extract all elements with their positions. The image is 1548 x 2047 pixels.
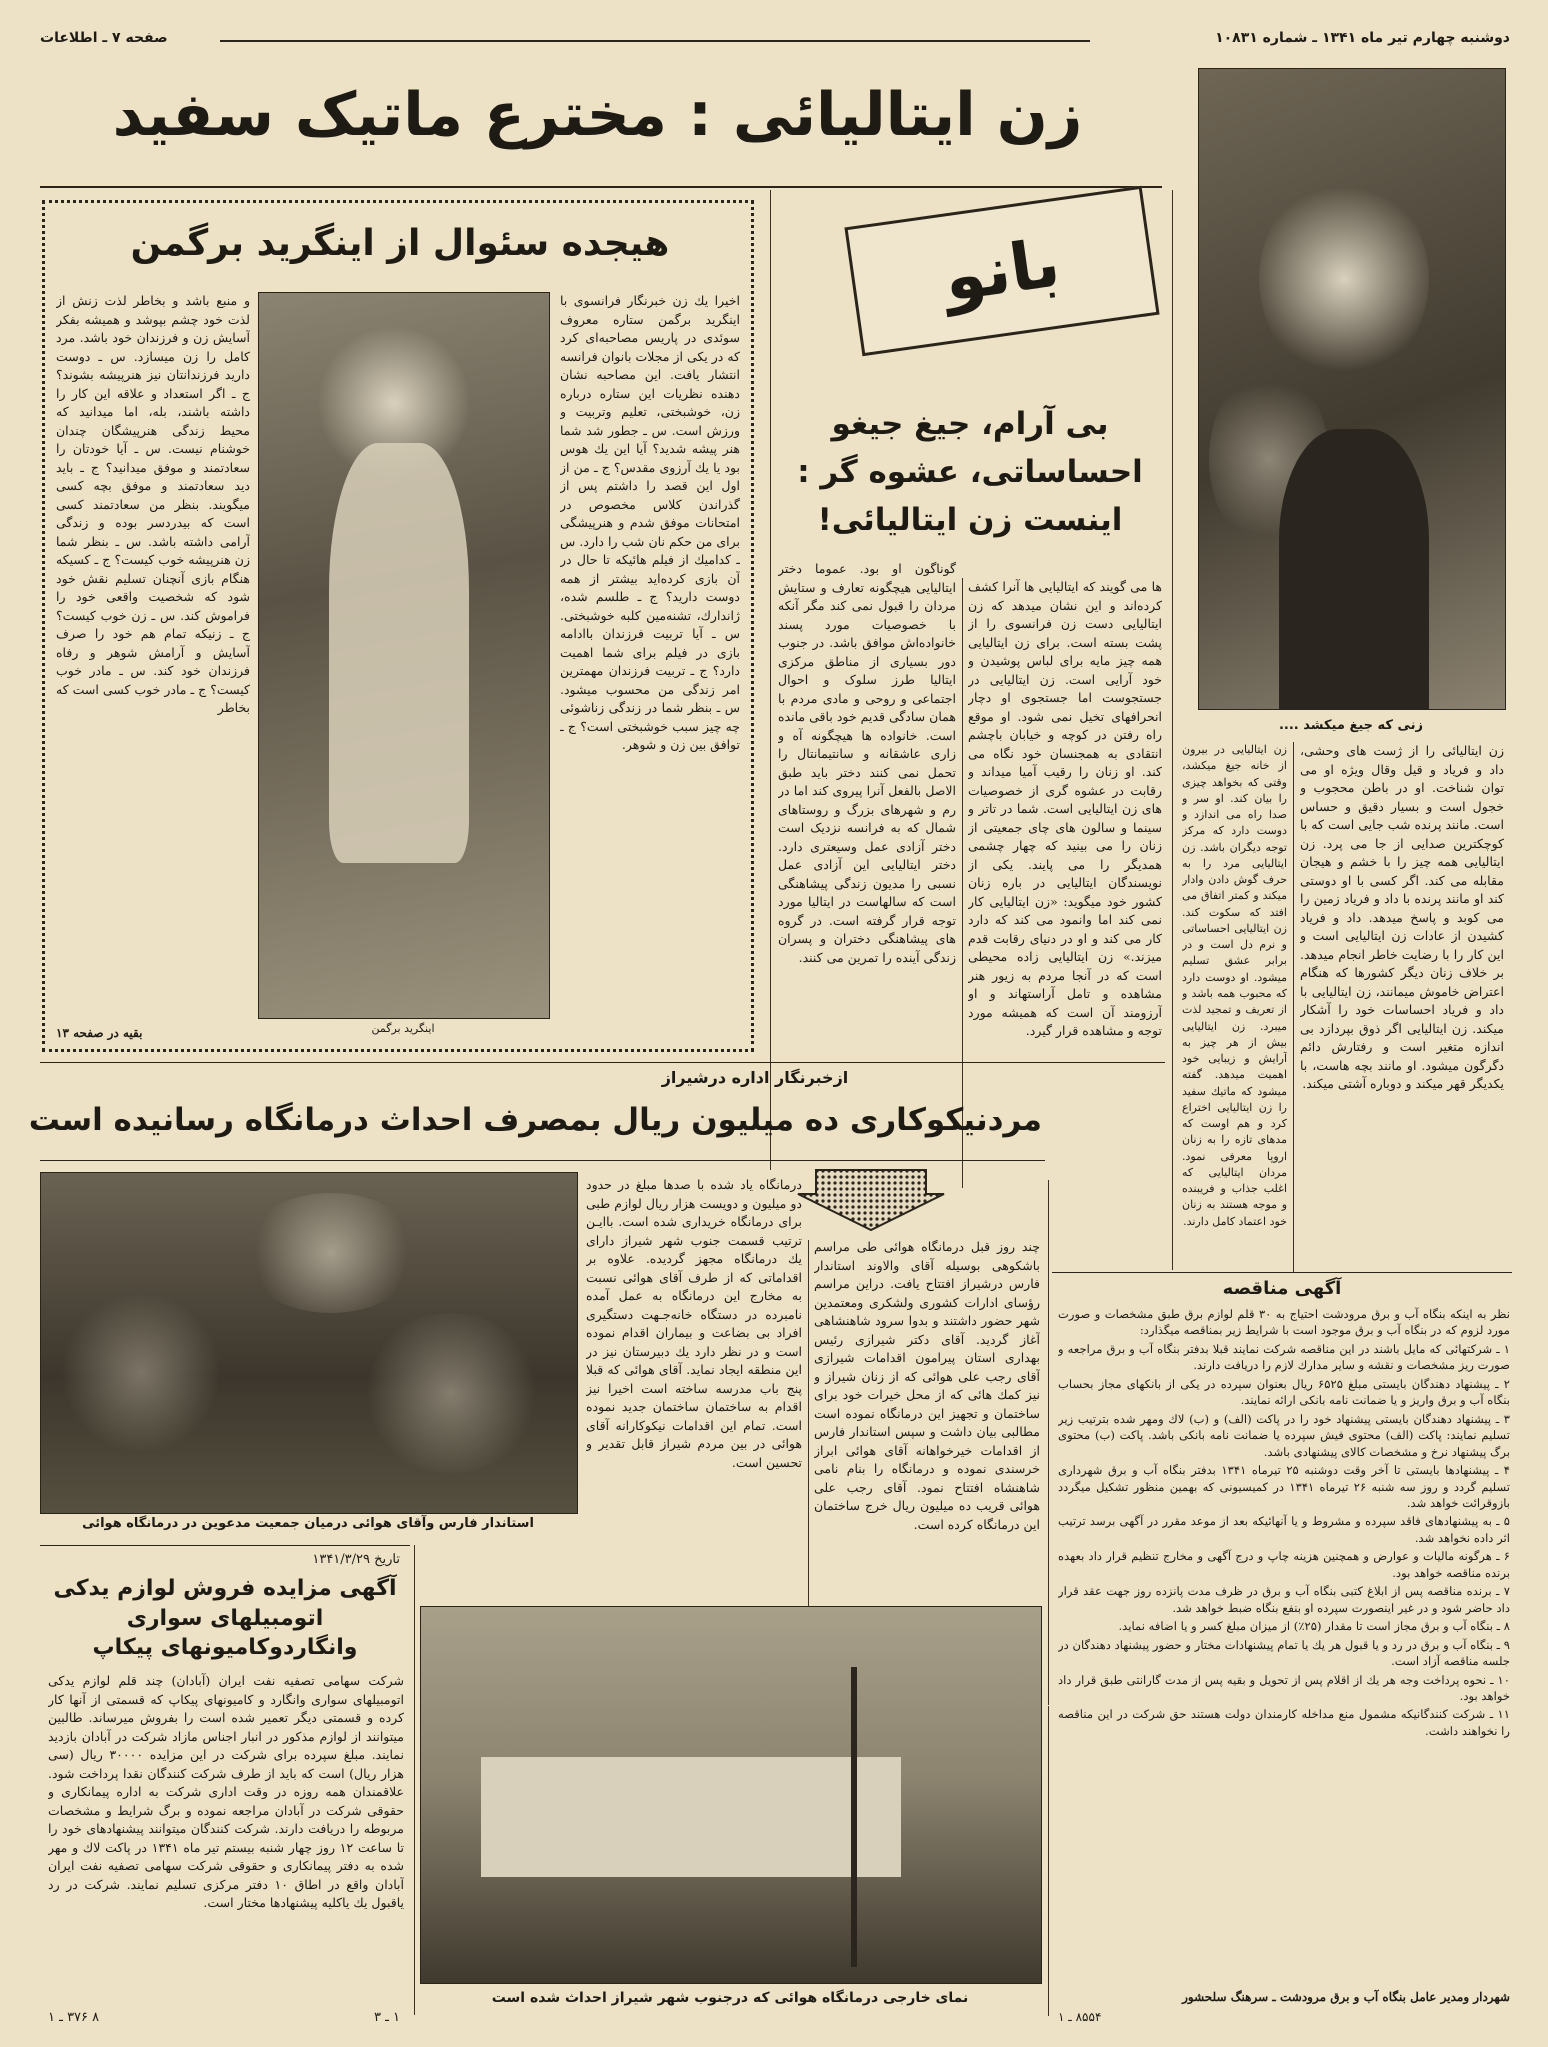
tender-clause: ۹ ـ بنگاه آب و برق در رد و یا قبول هر یك یا تمام پیشنهادات مختار و حضور پیشنهاد دهندگان در جلسه مناقصه آزاد است. <box>1058 1637 1510 1669</box>
ingrid-photo-caption: اینگرید برگمن <box>371 1022 435 1035</box>
banu-deck: بی آرام، جیغ جیغو احساساتی، عشوه گر : اینست زن ایتالیائی! <box>797 406 1143 539</box>
shiraz-col2: درمانگاه یاد شده با صدها مبلغ در حدود دو میلیون و دویست هزار ریال لوازم طبی برای درمانگاه خریداری شده است. باایـن ترتیب قسمت جنوب شهر شیراز دارای یك درمانگاه مجهز گردیده. علاوه بر اقداماتی که از طرف آقای هوائی نسبت به مخارج این درمانگاه به عمل آمده نامبرده در دستگاه خانه‌جـهت دستگیری افراد بی بضاعت و بیماران اقدام نموده است و در نظر دارد یك دبیرستان نیز در این منطقه ایجاد نماید. آقای هوائی که قبلا پنج باب مدرسه ساخته است اخیرا نیز اقدام به ساختمان ساختمان جدید نموده است. تمام این اقدامات نیکوکارانه آقای هوائی در بین مردم شیراز قابل تقدیر و تحسین است. <box>586 1177 802 1470</box>
ingrid-col-right: اخیرا یك زن خبرنگار فرانسوی با اینگرید برگمن ستاره معروف سوئدی در پاریس مصاحبه‌ای کرد که در یکی از مجلات بانوان فرانسه انتشار یافت. این مصاحبه نشان دهنده نظریات این ستاره درباره زن، خوشبختی، تعلیم وتربیت و ورزش است. س ـ جطور شد شما هنر پیشه شدید؟ آیا این یك هوس بود یا یك آرزوی مقدس؟ ج ـ من از اول این قصد را داشتم پس از گذراندن کلاس مخصوص در امتحانات موفق شدم و هنرپیشگی برای من حکم نان شب را دارد. س ـ کدامیك از فیلم هائیکه تا حال در آن بازی کرده‌اید بیشتر از همه دوست دارید؟ ج ـ طلسم شده، ژاندارك، تشنه‌مین کلبه خوشبختی. س ـ آیا تربیت فرزندان باادامه بازی در فیلم برای شما اهمیت دارد؟ ج ـ تربیت فرزندان مهمترین امر زندگی من محسوب میشود. س ـ بنظر شما در زندگی زناشوئی چه چیز سبب خوشبختی است؟ ج ـ توافق بین زن و شوهر. <box>560 293 740 752</box>
issue-date: دوشنبه چهارم تیر ماه ۱۳۴۱ ـ شماره ۱۰۸۳۱ <box>1215 30 1510 46</box>
tender-clause: ۲ ـ پیشنهاد دهندگان بایستی مبلغ ۶۵۲۵ ریال بعنوان سپرده در یکی از بانکهای مجاز بحساب بنگاه آب و برق واریز و یا ضمانت نامه بانکی ارائه نمایند. <box>1058 1376 1510 1408</box>
photo-figure <box>329 443 469 863</box>
ingrid-col-left: و منبع باشد و بخاطر لذت زنش از لذت خود چشم بپوشد و همیشه بفکر آسایش زن و فرزندان خود باشد. مرد کامل را زن میسازد. س ـ دوست دارید فرزندانتان نیز هنرپیشه بشوند؟ ج ـ اگر استعداد و علاقه این کار را داشته باشند، بله، اما میدانید که محیط زندگی هنرپیشگان چندان خوشنام نیست. س ـ آیا خودتان را سعادتمند و موفق میدانید؟ ج ـ باید دید سعادتمند و موفق بچه کسی میگویند. بنظر من سعادتمند کسی است که بیدردسر بوده و زندگی آرامی داشته باشد. س ـ بنظر شما زن هنرپیشه خوب کیست؟ ج ـ کسیکه هنگام بازی آنچنان تسلیم نقش خود شود که شخصیت واقعی خود را فراموش کند. س ـ زن خوب کیست؟ ج ـ زنیکه تمام هم خود را صرف آسایش و آرامش شوهر و رفاه فرزندان خود کند. س ـ مادر خوب کیست؟ ج ـ مادر خوب کسی است که بخاطر <box>56 293 250 715</box>
right-article-col1: زن ایتالیائی را از ژست های وحشی، داد و فریاد و قیل وقال ویژه او می توان شناخت. او در باطن محجوب و خجول است و بسیار دقیق و حساس است. مانند پرنده شب جایی است که با کوچکترین صدایی از جا می پرد. زن ایتالیایی همه چیز را با خشم و هیجان مقابله می کند. اگر کسی با او دوستی کند او مانند پرنده با داد و فریاد زمین را می کوبد و پاسخ میدهد. داد و فریاد کشیدن از عادات زن ایتالیایی است و این کار را با رضایت خاطر انجام میدهد. بر خلاف زنان دیگر کشورها که هنگام اعتراض خاموش میمانند، زن ایتالیایی با داد و فریاد احساسات خود را آشکار میکند. زن ایتالیایی اگر ذوق بپردازد بی اندازه متغیر است و رفتارش دائم دگرگون میشود. او مانند بچه هاست، با یکدیگر قهر میکند و دوباره آشتی میکند. <box>1300 743 1504 1091</box>
down-arrow-icon <box>796 1168 946 1232</box>
tender-signature: شهردار ومدیر عامل بنگاه آب و برق مرودشت ـ سرهنگ سلحشور <box>1182 1990 1510 2004</box>
headline-underline <box>40 186 1162 188</box>
shiraz-byline: ازخبرنگار اداره درشیراز <box>661 1068 849 1087</box>
auction-code-left: ۸ ۳۷۶ ـ ۱ <box>48 2010 100 2025</box>
banu-logo-box <box>844 186 1159 356</box>
tender-clause: ۱ ـ شرکتهائی که مایل باشند در این مناقصه شرکت نمایند قبلا بدفتر بنگاه آب و برق مراجعه و صورت ریز مشخصات و نقشه و سایر مدارك لازم را دریافت دارند. <box>1058 1341 1510 1373</box>
shiraz-headline: مردنیکوکاری ده میلیون ریال بمصرف احداث درمانگاه رسانیده است <box>28 1102 1042 1138</box>
auction-date: تاریخ ۱۳۴۱/۳/۲۹ <box>312 1552 400 1567</box>
clinic-exterior-photo <box>420 1606 1042 1984</box>
tender-clause: ۱۰ ـ نحوه پرداخت وجه هر یك از اقلام پس از تحویل و بقیه پس از مدت گارانتی طبق قرار داد خواهد بود. <box>1058 1672 1510 1703</box>
tender-body <box>1058 1306 1510 1986</box>
tender-clause: ۷ ـ برنده مناقصه پس از ابلاغ کتبی بنگاه آب و برق در ظرف مدت پانزده روز جهت عقد قرار داد حاضر شود و در غیر اینصورت سپرده او بنفع بنگاه ضبط خواهد شد. <box>1058 1584 1510 1615</box>
clinic-ceremony-photo <box>40 1172 578 1514</box>
masthead-rule <box>220 40 1090 42</box>
tender-code: ۸۵۵۴ ـ ۱ <box>1058 2010 1102 2024</box>
ingrid-headline: هیجده سئوال از اینگرید برگمن <box>130 223 670 264</box>
main-headline: زن ایتالیائی : مخترع ماتیک سفید <box>112 80 1083 150</box>
tender-clause: نظر به اینکه بنگاه آب و برق مرودشت احتیاج به ۳۰ قلم لوازم برق طبق مشخصات و صورت مورد لزوم که در بنگاه آب و برق موجود است با شرایط زیر بمناقصه میگذارد: <box>1058 1307 1510 1338</box>
arrow-graphic <box>796 1168 946 1232</box>
tender-clause: ۱۱ ـ شرکت کنندگانیکه مشمول منع مداخله کارمندان دولت هستند حق شرکت در این مناقصه را نخواهند داشت. <box>1058 1707 1510 1738</box>
clinic-photo-caption: استاندار فارس وآقای هوائی درمیان جمعیت مدعوین در درمانگاه هوائی <box>82 1516 534 1531</box>
ingrid-bergman-photo <box>258 292 550 1019</box>
clinic-exterior-caption: نمای خارجی درمانگاه هوائی که درجنوب شهر شیراز احداث شده است <box>491 1990 969 2006</box>
tender-clause: ۵ ـ به پیشنهادهای فاقد سپرده و مشروط و یا آنهائیکه بعد از موعد مقرر در آگهی برسد ترتیب اثر داده نخواهد شد. <box>1058 1514 1510 1545</box>
masthead <box>40 28 1510 54</box>
banu-logo: بانو <box>939 224 1065 317</box>
ingrid-continued: بقیه در صفحه ۱۳ <box>56 1026 143 1040</box>
tender-clause: ۳ ـ پیشنهاد دهندگان بایستی پیشنهاد خود را در پاکت (الف) و (ب) لاك ومهر شده بترتیب زیر تسلیم نمایند: پاکت (الف) محتوی فیش سپرده یا ضمانت نامه بانکی باشد. پاکت (ب) محتوی برگ پیشنهاد نرخ و مشخصات کالای پیشنهادی باشد. <box>1058 1411 1510 1459</box>
shiraz-col1: چند روز قبل درمانگاه هوائی طی مراسم باشکوهی بوسیله آقای والاوند استاندار فارس درشیراز افتتاح یافت. دراین مراسم رؤسای ادارات کشوری ولشکری ومعتمدین شهر حضور داشتند و بدوا سرود شاهنشاهی آغاز گردید. آقای دکتر شیرازی رئیس بهداری استان پیرامون اقدامات شیرازی آقای رجب علی هوائی که از زنان شیراز و نیز کمك هائی که از محل خیرات خود برای ساختمان و تجهیز این درمانگاه نموده است مطالبی بیان داشت و سپس استاندار فارس از اقدامات خیرخواهانه آقای هوائی ابراز خرسندی نموده و درمانگاه را بنام نامی شاهنشاه افتتاح نمود. آقای رجب علی هوائی قریب ده میلیون ریال خرج ساختمان این درمانگاه کرده است. <box>814 1239 1040 1532</box>
auction-body: شرکت سهامی تصفیه نفت ایران (آبادان) چند قلم لوازم یدکی اتومبیلهای سواری وانگارد و کامیونهای پیکاپ که قسمتی از آنها کار کرده و قسمتی دیگر تعمیر شده است را بفروش میرساند. طالبین میتوانند از لوازم مذکور در انبار اجناس مازاد شرکت در آبادان بازدید نمایند. مبلغ سپرده برای شرکت در این مزایده ۳۰۰۰۰ ریال (سی هزار ریال) است که باید از طرف شرکت کنندگان نقدا پرداخت شود. علاقمندان همه روزه در وقت اداری شرکت به اداره پیمانکاری و حقوقی شرکت در آبادان مراجعه نموده و برگ شرایط و مشخصات مربوطه را دریافت دارند. شرکت کنندگان میتوانند پیشنهادهای خود را تا ساعت ۱۲ روز چهار شنبه بیستم تیر ماه ۱۳۴۱ در پاکت لاك و مهر شده به دفتر پیمانکاری و حقوقی شرکت سهامی تصفیه نفت ایران آبادان واقع در اطاق ۱۰ دفتر مرکزی تسلیم نمایند. شرکت در رد یاقبول یك یاکلیه پیشنهادها مختار است. <box>48 1673 404 1910</box>
building-shape <box>481 1757 901 1877</box>
auction-headline: آگهی مزایده فروش لوازم یدکی اتومبیلهای سواری وانگاردوکامیونهای پیکاپ <box>53 1576 397 1661</box>
banu-col2: گوناگون او بود. عموما دختر ایتالیایی هیچگونه تعارف و ستایش مردان را قبول نمی کند مگر آنکه با خصوصیات مورد پسند خانواده‌اش موافق باشد. در جنوب دور بسیاری از مناطق مرکزی ایتالیا طرز سلوک و احوال اجتماعی و روحی و مادی مردم با همان سادگی قدیم خود باقی مانده است. خانواده ها هیچگونه آه و زاری عاشقانه و سانتیمانتال را تحمل نمی کنند دختر باید طبق الاصل بالفعل آنرا پیروی کند اما در رم و شهرهای بزرگ و روستاهای شمال که به فرانسه نزدیک است دختر آزادی عمل وسیعتری دارد. دختر ایتالیایی این آزادی عمل نسبی را مدیون زندگی پیشاهنگی است که سالهاست در ایتالیا مورد توجه قرار گرفته است. در گروه های پیشاهنگی دختران و پسران زندگی آینده را تمرین می کنند. <box>778 561 956 965</box>
tender-clause: ۴ ـ پیشنهادها بایستی تا آخر وقت دوشنبه ۲۵ تیرماه ۱۳۴۱ بدفتر بنگاه آب و برق شهرداری تسلیم گردد و روز سه شنبه ۲۶ تیرماه ۱۳۴۱ در کمیسیونی که بهمین منظور تشکیل میگردد بازوقرائت خواهد شد. <box>1058 1463 1510 1510</box>
top-photo-caption: زنی که جیغ میکشد .... <box>1278 718 1424 733</box>
screaming-woman-photo <box>1198 68 1506 710</box>
tender-clause: ۸ ـ بنگاه آب و برق مجاز است تا مقدار (۲۵٪) از میزان مبلغ کسر و یا اضافه نماید. <box>1118 1619 1510 1634</box>
right-article-col2: زن ایتالیایی در بیرون از خانه جیغ میکشد، وقتی که بخواهد چیزی را بیان کند. او سر و صدا راه می اندازد و دوست دارد که مرکز توجه دیگران باشد. زن ایتالیایی مرد را به حرف گوش دادن وادار میکند و کمتر اتفاق می افتد که سکوت کند. زن ایتالیایی احساساتی و نرم دل است و در برابر عشق تسلیم میشود. او دوست دارد که محبوب همه باشد و از تعریف و تمجید لذت میبرد. زن ایتالیایی بیش از هر چیز به آرایش و زیبایی خود اهمیت میدهد. گفته میشود که ماتیك سفید را زن ایتالیایی اختراع کرد و هم اوست که مدهای تازه را به زنان اروپا معرفی نمود. مردان ایتالیایی که اغلب جذاب و فریبنده و موجه هستند به زنان خود اعتماد کامل دارند. <box>1182 743 1287 1228</box>
auction-code-right: ۱ ـ ۳ <box>373 2010 400 2025</box>
tender-clause: ۶ ـ هرگونه مالیات و عوارض و همچنین هزینه چاپ و درج آگهی و مخارج تنظیم قرار داد بعهده برنده مناقصه خواهد بود. <box>1058 1549 1510 1580</box>
page-label: صفحه ۷ ـ اطلاعات <box>40 30 168 46</box>
banu-col1: ها می گویند که ایتالیایی ها آنرا کشف کرده‌اند و این نشان میدهد که زن ایتالیایی دست زن فرانسوی را از پشت بسته است. برای زن ایتالیایی همه چیز مایه برای لباس پوشیدن و خود آرایی است. زن ایتالیایی در جستجوست اما جستجوی او دچار انحرافهای تخیل نمی شود. او موقع راه رفتن در کوچه و خیابان باچشم انتقادی به همجنسان خود نگاه می کند. او زنان را رقیب آمیا میداند و رقابت در عشوه گری از خصوصیات های زن ایتالیایی است. شما در تاتر و سینما و سالون های چای جمعیتی از زنان را می بینید که چهار چشمی همدیگر را می پایند. یکی از نویسندگان ایتالیایی در باره زنان کشور خود میگوید: «زن ایتالیایی کار نمی کند اما وانمود می کند که دارد کار می کند و او در دنیای رقابت قدم میزند.» زن ایتالیایی زاده محیطی است که در آنجا مردم به زیور هنر مشاهده و تامل آراستهاند و او آرزومند آن است که همیشه مورد توجه و مشاهده قرار گیرد. <box>968 579 1162 1038</box>
photo-figure <box>1279 429 1429 709</box>
tender-headline: آگهی مناقصه <box>1222 1278 1342 1299</box>
